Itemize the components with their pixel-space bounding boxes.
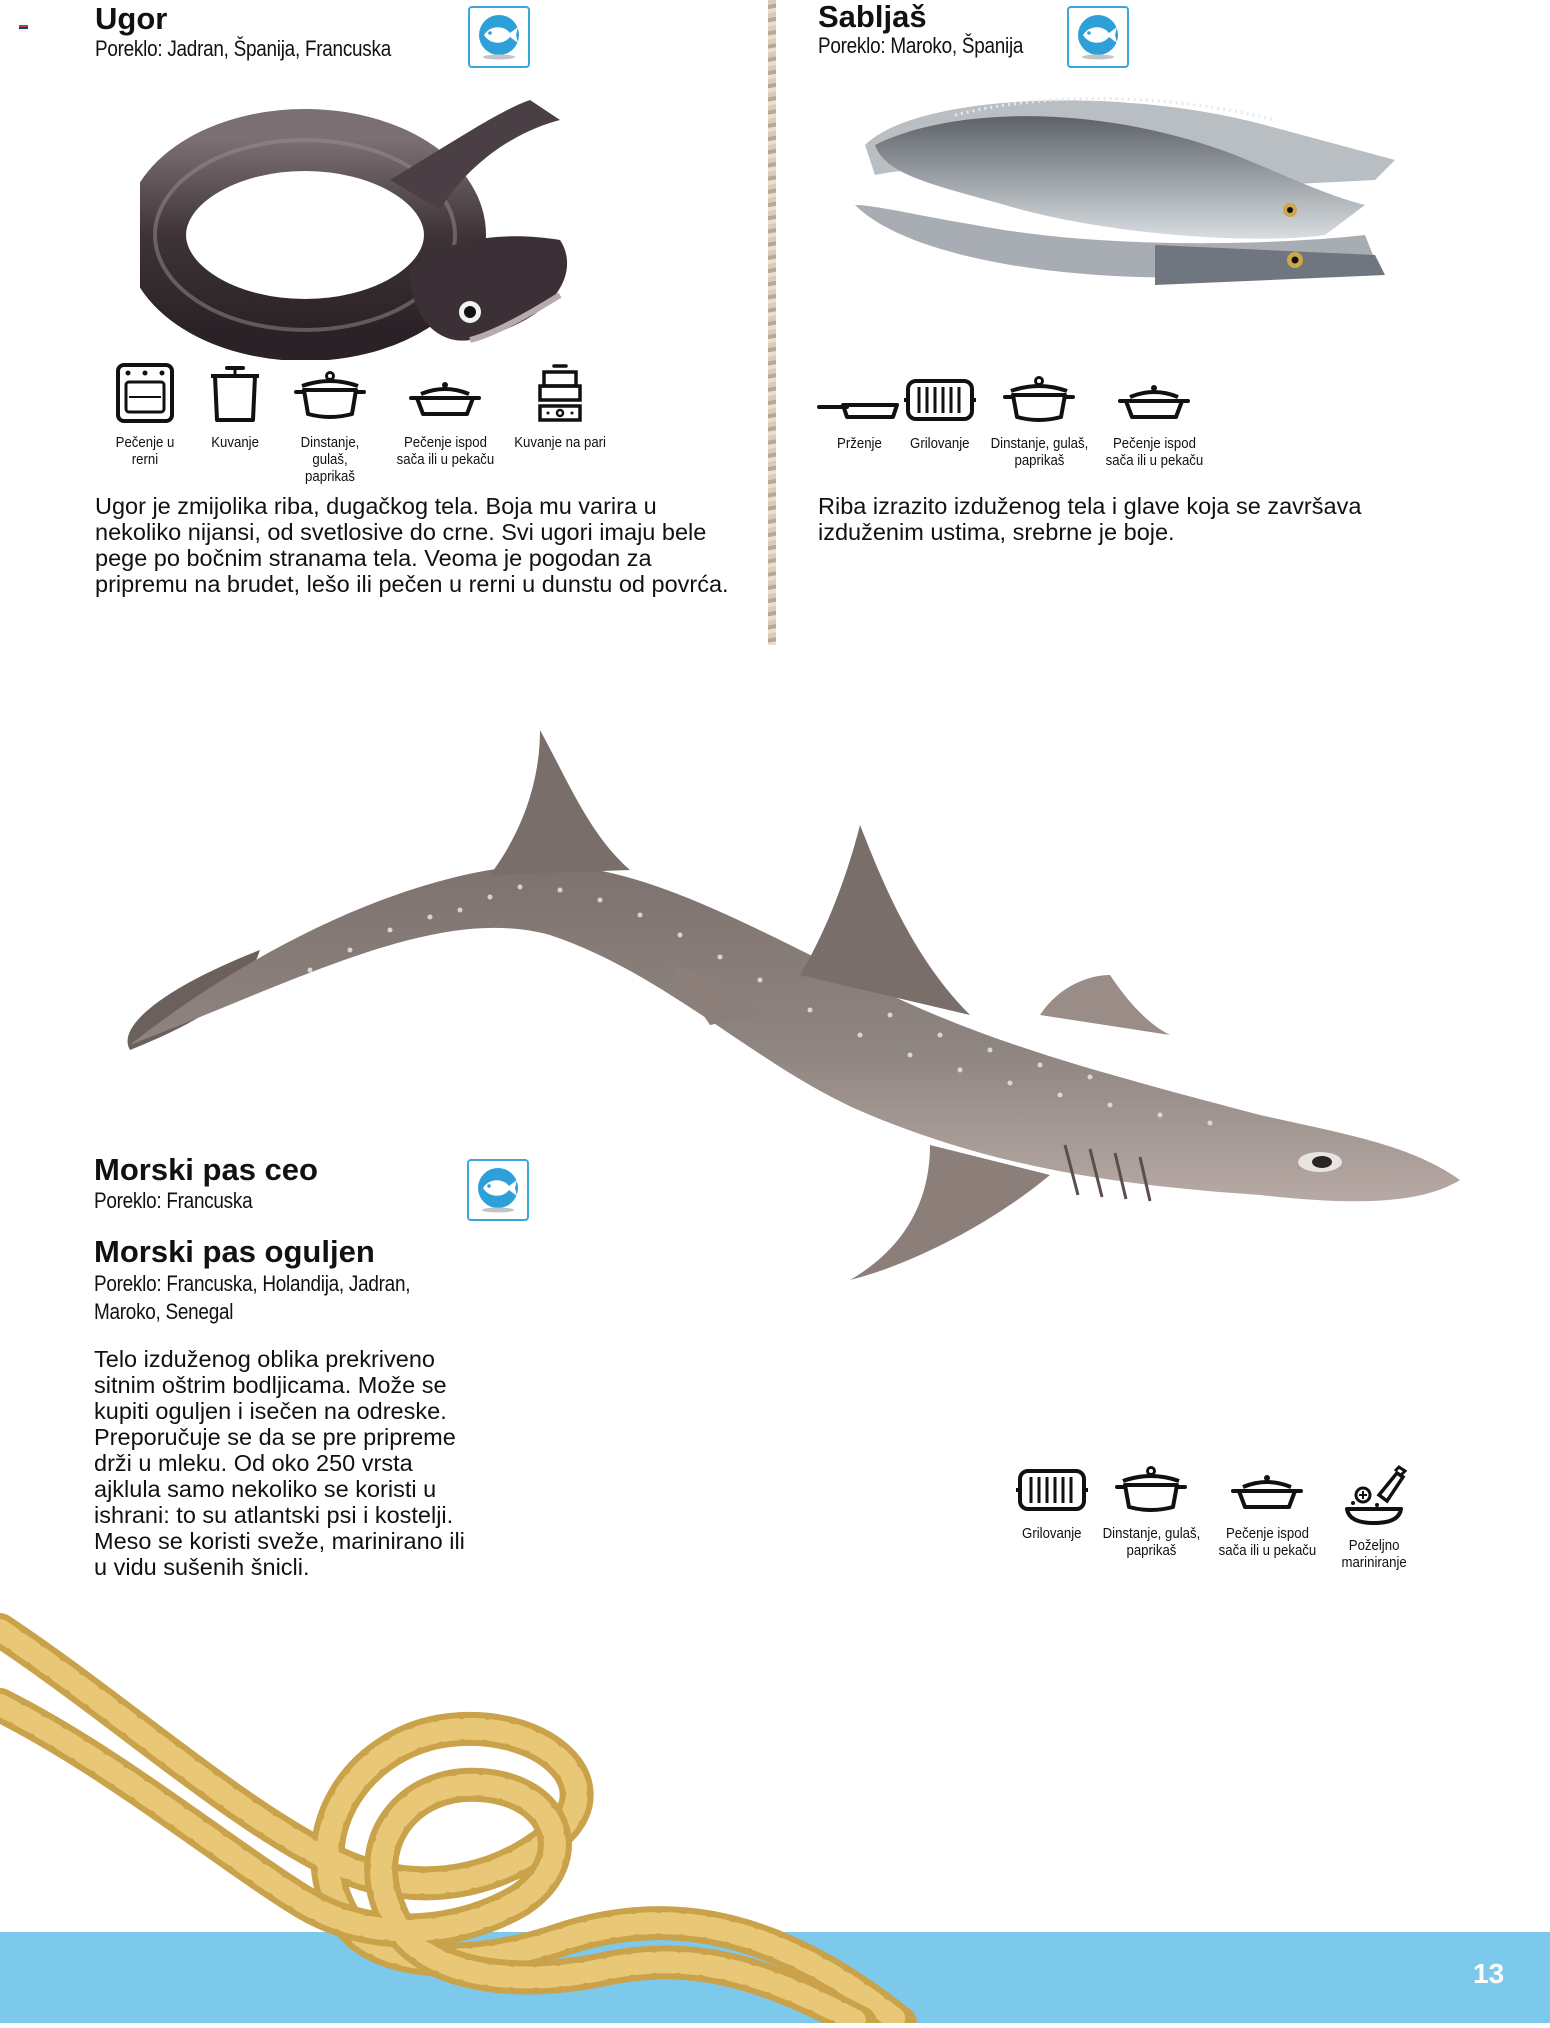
pot-icon	[205, 362, 265, 424]
method-grill	[900, 375, 980, 452]
method-label: Pečenje ispod sača ili u pekaču	[1105, 435, 1203, 469]
method-pot	[195, 362, 275, 451]
fresh-fish-icon	[473, 1166, 523, 1214]
rope-knot-image	[0, 1610, 940, 2023]
method-label: Prženje	[836, 435, 882, 452]
morski-pas-ceo-title: Morski pas ceo	[94, 1152, 318, 1187]
casserole-icon	[1001, 375, 1077, 425]
method-baking-pan	[385, 362, 505, 468]
ugor-image	[140, 90, 590, 360]
baking-pan-icon	[1116, 375, 1192, 425]
method-label: Dinstanje, gulaš, paprikaš	[990, 435, 1088, 469]
method-frying	[818, 375, 900, 452]
fresh-fish-icon	[474, 13, 524, 61]
sabljas-description: Riba izrazito izduženog tela i glave koja se završava izduženim ustima, srebrne je boje.	[818, 493, 1362, 545]
morski-pas-ceo-origin: Poreklo: Francuska	[94, 1188, 253, 1213]
method-label: Grilovanje	[1022, 1525, 1082, 1542]
casserole-icon	[292, 362, 368, 424]
grill-icon	[1014, 1465, 1090, 1515]
ugor-origin: Poreklo: Jadran, Španija, Francuska	[95, 36, 391, 61]
method-label: Dinstanje, gulaš, paprikaš	[300, 434, 360, 485]
ugor-title: Ugor	[95, 1, 168, 36]
page-number: 13	[1473, 1958, 1505, 1989]
method-label: Grilovanje	[910, 435, 970, 452]
method-oven	[95, 362, 195, 468]
rope-divider	[768, 0, 776, 645]
sabljas-origin: Poreklo: Maroko, Španija	[818, 33, 1024, 58]
method-steamer	[505, 362, 615, 451]
steamer-icon	[532, 362, 588, 424]
morski-pas-oguljen-title: Morski pas oguljen	[94, 1234, 375, 1269]
method-baking-pan	[1210, 1465, 1324, 1559]
method-casserole	[275, 362, 385, 485]
shark-image	[110, 725, 1470, 1285]
fresh-fish-icon	[1073, 13, 1123, 61]
frying-pan-icon	[817, 375, 901, 425]
sabljas-title: Sabljaš	[818, 0, 927, 34]
method-baking-pan	[1098, 375, 1210, 469]
method-label: Kuvanje	[211, 434, 259, 451]
morski-pas-oguljen-origin: Poreklo: Francuska, Holandija, Jadran, Maroko, Senegal	[94, 1271, 411, 1324]
marinade-icon	[1339, 1465, 1409, 1527]
ugor-methods	[95, 362, 615, 485]
sabljas-fresh-fish-badge	[1067, 6, 1129, 68]
method-label: Dinstanje, gulaš, paprikaš	[1102, 1525, 1200, 1559]
method-label: Pečenje u rerni	[115, 434, 175, 468]
method-label: Poželjno mariniranje	[1341, 1537, 1407, 1571]
ugor-description: Ugor je zmijolika riba, dugačkog tela. Boja mu varira u nekoliko nijansi, od svetlosive do crne. Svi ugori imaju bele pege po bočnim stranama tela. Veoma je pogodan za pripremu na brudet, lešo ili pečen u rerni u dunstu od povrća.	[95, 493, 729, 597]
method-label: Pečenje ispod sača ili u pekaču	[396, 434, 494, 468]
shark-fresh-fish-badge	[467, 1159, 529, 1221]
sabljas-image	[855, 85, 1415, 315]
method-marinade	[1324, 1465, 1424, 1571]
ugor-fresh-fish-badge	[468, 6, 530, 68]
baking-pan-icon	[407, 362, 483, 424]
baking-pan-icon	[1229, 1465, 1305, 1515]
method-label: Pečenje ispod sača ili u pekaču	[1218, 1525, 1316, 1559]
method-casserole	[980, 375, 1098, 469]
shark-methods	[1012, 1465, 1424, 1571]
grill-icon	[902, 375, 978, 425]
morski-pas-oguljen-description: Telo izduženog oblika prekriveno sitnim oštrim bodljicama. Može se kupiti oguljen i isečen na odreske. Preporučuje se da se pre pripreme drži u mleku. Od oko 250 vrsta ajklula samo nekoliko se koristi u ishrani: to su atlantski psi i kostelji. Meso se koristi sveže, marinirano ili u vidu sušenih šnicli.	[94, 1346, 465, 1580]
sabljas-methods	[818, 375, 1210, 469]
casserole-icon	[1113, 1465, 1189, 1515]
method-casserole	[1092, 1465, 1210, 1559]
method-label: Kuvanje na pari	[514, 434, 606, 451]
flag-icon	[19, 19, 28, 26]
method-grill	[1012, 1465, 1092, 1542]
oven-icon	[115, 362, 175, 424]
